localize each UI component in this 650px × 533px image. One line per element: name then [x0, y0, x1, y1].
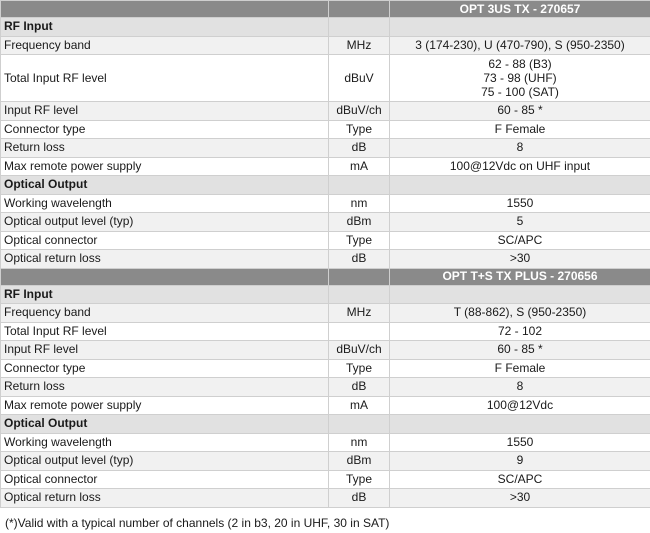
spec-label: Total Input RF level	[1, 55, 329, 102]
spec-label: Working wavelength	[1, 194, 329, 213]
spec-row	[1, 139, 650, 158]
spec-unit: MHz	[329, 304, 390, 323]
header-blank	[1, 1, 329, 18]
spec-unit: dBuV	[329, 55, 390, 102]
section-title: RF Input	[1, 285, 329, 304]
section-row	[1, 176, 650, 195]
spec-value-multiline	[390, 55, 650, 102]
spec-value: 1550	[390, 194, 650, 213]
spec-value: 8	[390, 378, 650, 397]
spec-value: 9	[390, 452, 650, 471]
spec-unit: dB	[329, 489, 390, 508]
spec-label: Working wavelength	[1, 433, 329, 452]
spec-label: Optical connector	[1, 470, 329, 489]
spec-row	[1, 231, 650, 250]
spec-label: Optical output level (typ)	[1, 213, 329, 232]
spec-label: Optical return loss	[1, 489, 329, 508]
spec-unit: dB	[329, 378, 390, 397]
spec-row	[1, 304, 650, 323]
spec-row	[1, 489, 650, 508]
spec-unit: mA	[329, 157, 390, 176]
spec-unit: Type	[329, 359, 390, 378]
spec-row	[1, 120, 650, 139]
spec-row	[1, 322, 650, 341]
spec-label: Max remote power supply	[1, 157, 329, 176]
spec-label: Return loss	[1, 139, 329, 158]
spec-row	[1, 157, 650, 176]
section-row	[1, 18, 650, 37]
spec-row	[1, 452, 650, 471]
spec-row	[1, 194, 650, 213]
spec-label: Optical connector	[1, 231, 329, 250]
spec-unit: dBuV/ch	[329, 102, 390, 121]
spec-row	[1, 359, 650, 378]
spec-value: T (88-862), S (950-2350)	[390, 304, 650, 323]
spec-unit: dB	[329, 139, 390, 158]
spec-row	[1, 433, 650, 452]
spec-value-line: 62 - 88 (B3)	[488, 57, 552, 71]
header-blank	[1, 268, 329, 285]
spec-row	[1, 36, 650, 55]
spec-value: SC/APC	[390, 470, 650, 489]
spec-unit: dBm	[329, 452, 390, 471]
section-title: Optical Output	[1, 176, 329, 195]
spec-value: 72 - 102	[390, 322, 650, 341]
spec-value: 60 - 85 *	[390, 341, 650, 360]
spec-value: 3 (174-230), U (470-790), S (950-2350)	[390, 36, 650, 55]
spec-value: SC/APC	[390, 231, 650, 250]
spec-row	[1, 250, 650, 269]
spec-unit: Type	[329, 231, 390, 250]
spec-label: Input RF level	[1, 341, 329, 360]
section-title: RF Input	[1, 18, 329, 37]
spec-unit: nm	[329, 433, 390, 452]
spec-value: 100@12Vdc on UHF input	[390, 157, 650, 176]
footnote: (*)Valid with a typical number of channels (2 in b3, 20 in UHF, 30 in SAT)	[5, 516, 390, 530]
section-title: Optical Output	[1, 415, 329, 434]
spec-label: Connector type	[1, 120, 329, 139]
spec-label: Connector type	[1, 359, 329, 378]
spec-value: 5	[390, 213, 650, 232]
spec-unit: MHz	[329, 36, 390, 55]
spec-label: Frequency band	[1, 36, 329, 55]
spec-row	[1, 396, 650, 415]
spec-label: Return loss	[1, 378, 329, 397]
spec-unit: Type	[329, 470, 390, 489]
spec-value: >30	[390, 489, 650, 508]
spec-value: F Female	[390, 120, 650, 139]
spec-row	[1, 470, 650, 489]
spec-label: Input RF level	[1, 102, 329, 121]
spec-row	[1, 341, 650, 360]
spec-row	[1, 102, 650, 121]
spec-unit: nm	[329, 194, 390, 213]
spec-row	[1, 213, 650, 232]
product-title: OPT T+S TX PLUS - 270656	[390, 268, 650, 285]
spec-unit: mA	[329, 396, 390, 415]
spec-label: Optical output level (typ)	[1, 452, 329, 471]
spec-label: Frequency band	[1, 304, 329, 323]
spec-label: Total Input RF level	[1, 322, 329, 341]
spec-unit	[329, 322, 390, 341]
spec-value-line: 75 - 100 (SAT)	[481, 85, 559, 99]
section-row	[1, 285, 650, 304]
spec-value: >30	[390, 250, 650, 269]
product-header-row	[1, 268, 650, 285]
spec-value: F Female	[390, 359, 650, 378]
spec-row	[1, 378, 650, 397]
spec-label: Max remote power supply	[1, 396, 329, 415]
spec-value: 60 - 85 *	[390, 102, 650, 121]
spec-value: 100@12Vdc	[390, 396, 650, 415]
spec-unit: dB	[329, 250, 390, 269]
spec-row	[1, 55, 650, 102]
spec-unit: dBuV/ch	[329, 341, 390, 360]
product-title: OPT 3US TX - 270657	[390, 1, 650, 18]
spec-value: 8	[390, 139, 650, 158]
product-header-row	[1, 1, 650, 18]
header-blank	[329, 268, 390, 285]
spec-unit: dBm	[329, 213, 390, 232]
header-blank	[329, 1, 390, 18]
spec-label: Optical return loss	[1, 250, 329, 269]
spec-unit: Type	[329, 120, 390, 139]
spec-value: 1550	[390, 433, 650, 452]
section-row	[1, 415, 650, 434]
spec-value-line: 73 - 98 (UHF)	[483, 71, 557, 85]
